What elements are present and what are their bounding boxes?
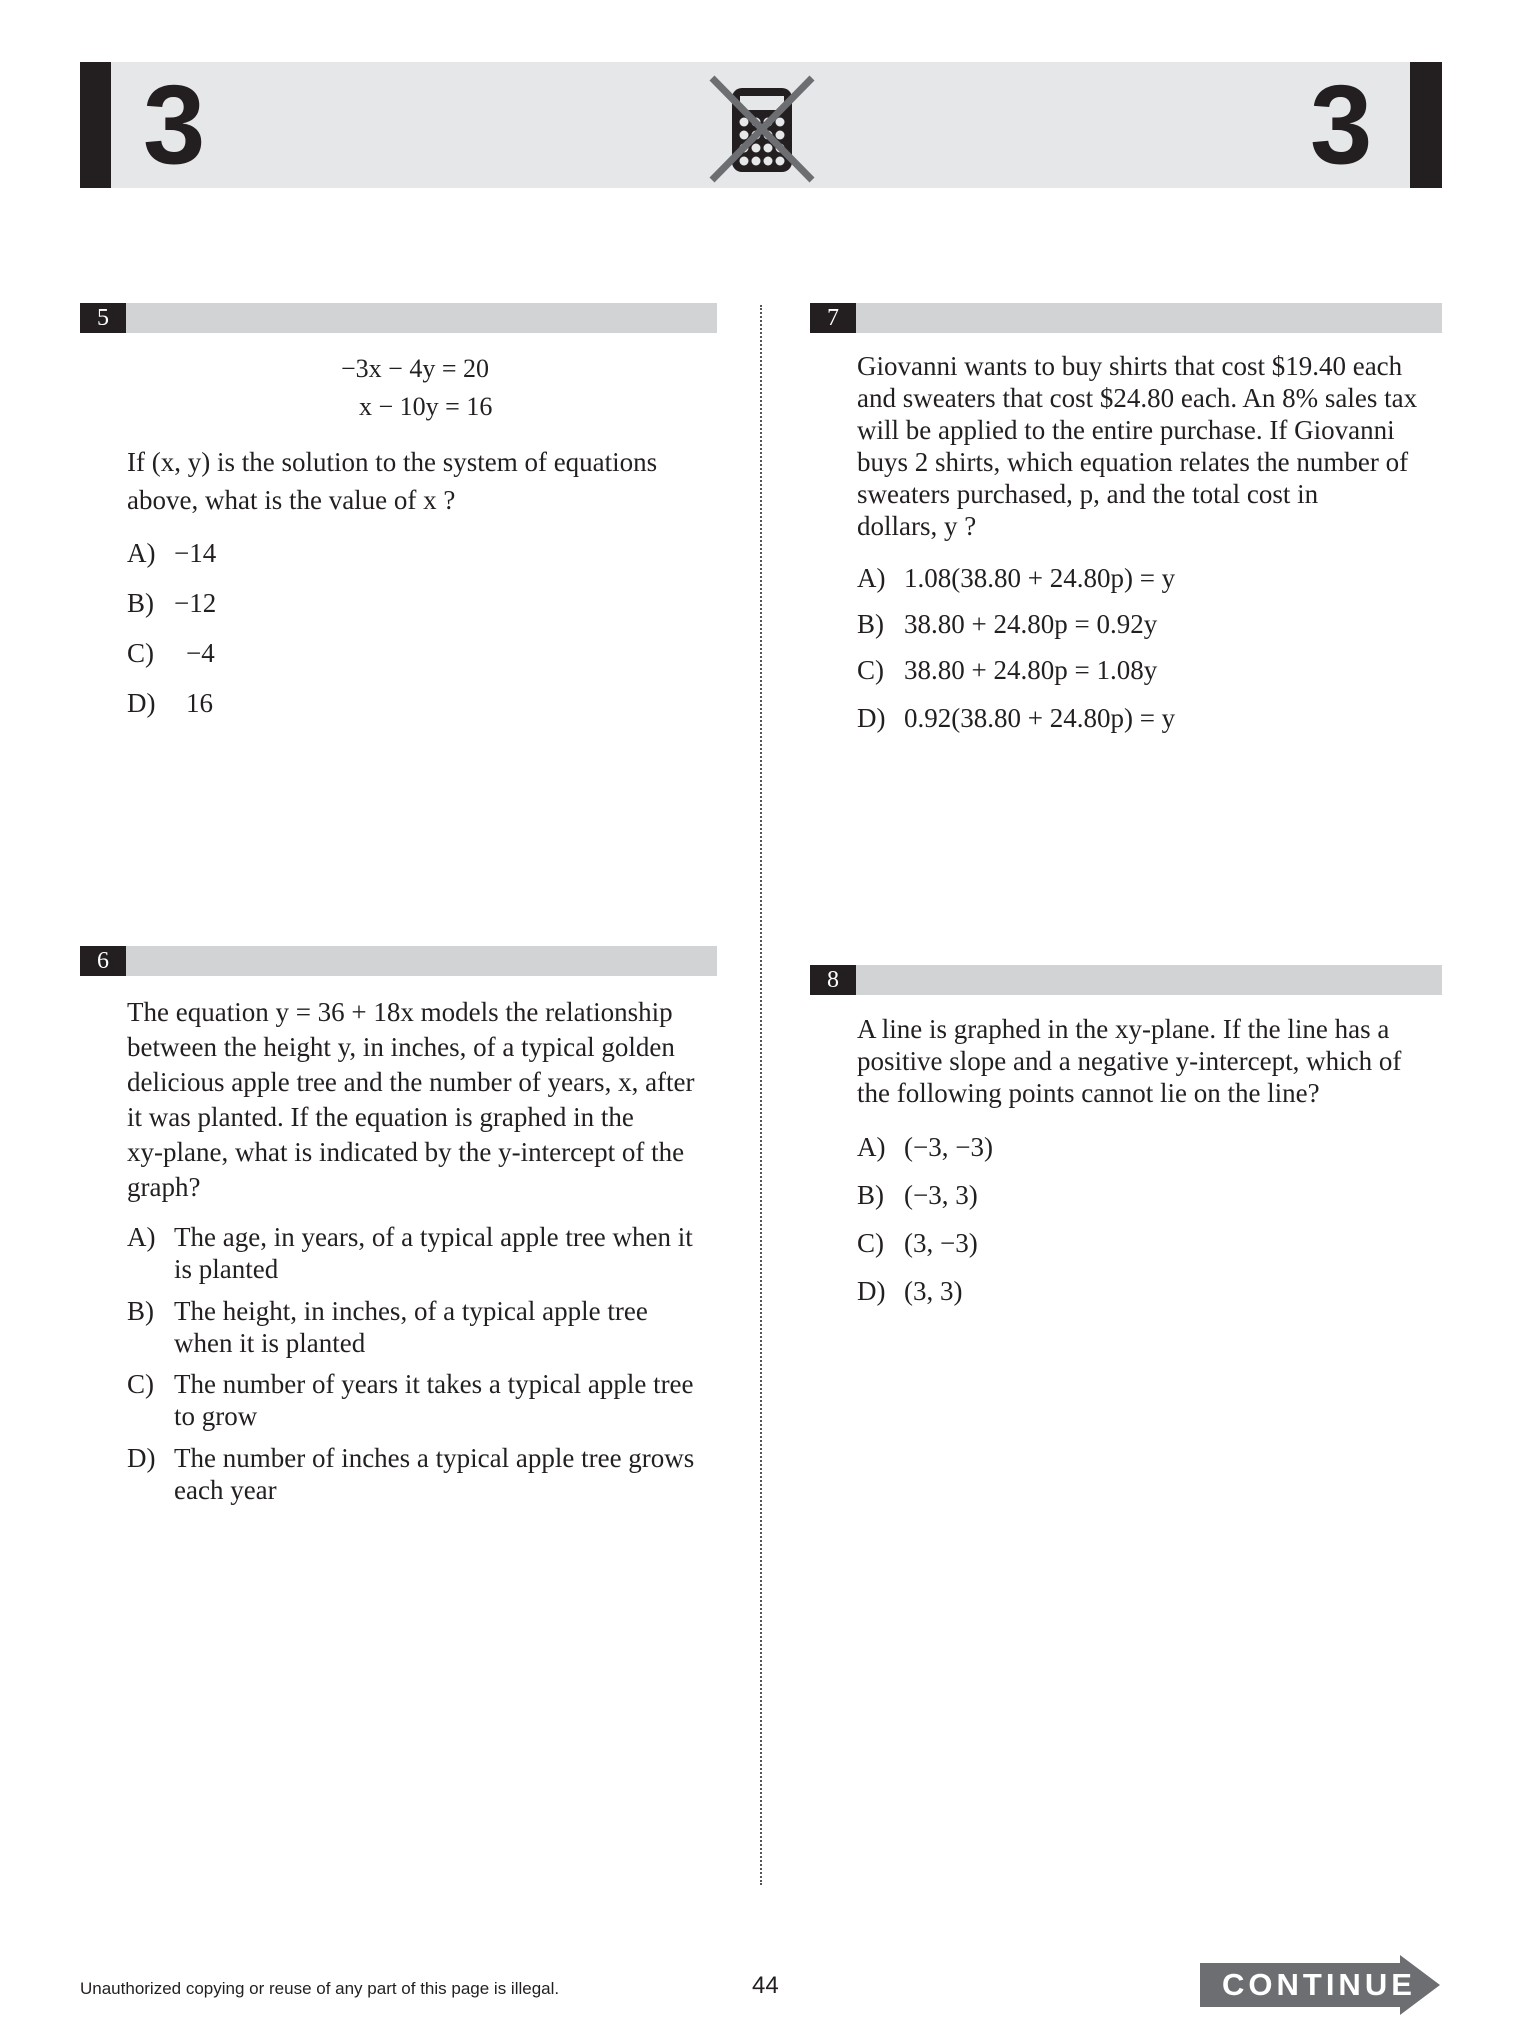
question-8-number: 8 (810, 965, 856, 995)
q6-stem-line-6: graph? (127, 1172, 201, 1202)
q7-stem-line-4: buys 2 shirts, which equation relates the number of (857, 447, 1409, 477)
q6-option-b[interactable]: B) The height, in inches, of a typical apple tree when it is planted (127, 1296, 648, 1358)
q6-stem-line-2: between the height y, in inches, of a typical golden (127, 1032, 675, 1062)
q5-equation-1: −3x − 4y = 20 (341, 354, 489, 383)
q8-option-b[interactable]: B) (−3, 3) (857, 1180, 978, 1210)
question-7-bar (810, 303, 1442, 333)
q6-option-c[interactable]: C) The number of years it takes a typical apple tree to grow (127, 1369, 694, 1431)
q6-stem-line-1: The equation y = 36 + 18x models the relationship (127, 997, 673, 1027)
page-number: 44 (752, 1972, 779, 1999)
q5-option-a[interactable]: A) −14 (127, 538, 217, 568)
q6-stem-line-3: delicious apple tree and the number of years, x, after (127, 1067, 695, 1097)
no-calculator-icon (706, 74, 818, 184)
q5-option-d[interactable]: D) 16 (127, 688, 213, 718)
question-7-number: 7 (810, 303, 856, 333)
question-6-number: 6 (80, 946, 126, 976)
q8-option-d[interactable]: D) (3, 3) (857, 1276, 963, 1306)
q7-stem-line-2: and sweaters that cost $24.80 each. An 8% sales tax (857, 383, 1418, 413)
q8-option-a[interactable]: A) (−3, −3) (857, 1132, 993, 1162)
q7-stem-line-5: sweaters purchased, p, and the total cost in (857, 479, 1319, 509)
header-right-bar (1410, 62, 1442, 188)
copyright-notice: Unauthorized copying or reuse of any part of this page is illegal. (80, 1979, 560, 1998)
q5-option-b[interactable]: B) −12 (127, 588, 217, 618)
continue-label: CONTINUE (1222, 1967, 1416, 2002)
q6-stem-line-5: xy-plane, what is indicated by the y-intercept of the (127, 1137, 685, 1167)
continue-button[interactable] (1200, 1955, 1440, 2015)
q5-option-c[interactable]: C) −4 (127, 638, 215, 668)
q7-stem-line-6: dollars, y ? (857, 511, 977, 541)
q8-stem-line-2: positive slope and a negative y-intercept, which of (857, 1046, 1402, 1076)
q7-option-d[interactable]: D) 0.92(38.80 + 24.80p) = y (857, 703, 1176, 733)
q5-stem-line-1: If (x, y) is the solution to the system of equations (127, 447, 658, 477)
q7-stem-line-1: Giovanni wants to buy shirts that cost $19.40 each (857, 351, 1403, 381)
q8-stem-line-3: the following points cannot lie on the line? (857, 1078, 1320, 1108)
section-number-left: 3 (143, 62, 206, 187)
q5-stem-line-2: above, what is the value of x ? (127, 485, 456, 515)
q6-stem-line-4: it was planted. If the equation is graphed in the (127, 1102, 634, 1132)
q5-equation-2: x − 10y = 16 (359, 392, 493, 421)
q6-option-d[interactable]: D) The number of inches a typical apple tree grows each year (127, 1443, 695, 1505)
q8-option-c[interactable]: C) (3, −3) (857, 1228, 978, 1258)
q7-option-c[interactable]: C) 38.80 + 24.80p = 1.08y (857, 655, 1158, 685)
question-6-bar (80, 946, 717, 976)
question-5-number: 5 (80, 303, 126, 333)
header-left-bar (80, 62, 111, 188)
q8-stem-line-1: A line is graphed in the xy-plane. If the line has a (857, 1014, 1390, 1044)
question-5-bar (80, 303, 717, 333)
question-8-bar (810, 965, 1442, 995)
column-divider (760, 305, 762, 1885)
q7-option-b[interactable]: B) 38.80 + 24.80p = 0.92y (857, 609, 1158, 639)
q7-stem-line-3: will be applied to the entire purchase. If Giovanni (857, 415, 1395, 445)
section-number-right: 3 (1310, 62, 1373, 187)
q6-option-a[interactable]: A) The age, in years, of a typical apple tree when it is planted (127, 1222, 693, 1284)
q7-option-a[interactable]: A) 1.08(38.80 + 24.80p) = y (857, 563, 1176, 593)
